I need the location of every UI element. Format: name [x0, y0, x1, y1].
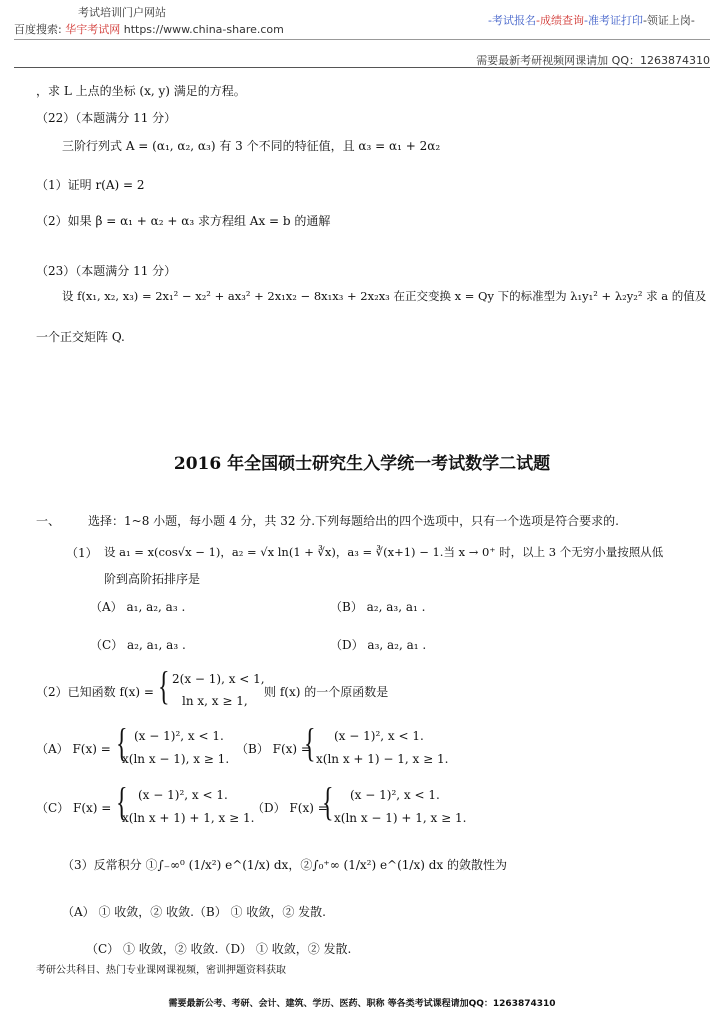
q1-option-b: （B） a₂, a₃, a₁ . [330, 600, 426, 614]
top-nav [488, 12, 695, 28]
nav-link-register[interactable]: -考试报名 [488, 14, 536, 27]
header-rule [14, 67, 710, 68]
q23-heading: （23）（本题满分 11 分） [36, 264, 177, 278]
q2-tail: 则 f(x) 的一个原函数是 [264, 685, 389, 699]
q2-option-b-case2: x(ln x + 1) − 1, x ≥ 1. [316, 752, 449, 766]
q2-brace: { [158, 663, 170, 708]
q3-stem: （3）反常积分 ①∫₋∞⁰ (1/x²) e^(1/x) dx，②∫₀⁺∞ (1/x²) e^(1/x) dx 的敛散性为 [62, 858, 508, 872]
q2-option-b-brace: { [304, 720, 316, 765]
q2-option-a-case1: (x − 1)², x < 1. [134, 729, 224, 743]
q2-option-d-case1: (x − 1)², x < 1. [350, 788, 440, 802]
q22-part2: （2）如果 β = α₁ + α₂ + α₃ 求方程组 Ax = b 的通解 [36, 214, 331, 228]
header-contact: 需要最新考研视频网课请加 QQ：1263874310 [476, 54, 710, 67]
footer-line1: 考研公共科目、热门专业课网课视频，密训押题资料获取 [36, 965, 286, 976]
section-number: 一、 [36, 514, 61, 528]
q2-option-b-case1: (x − 1)², x < 1. [334, 729, 424, 743]
q2-option-a-label: （A） F(x) = [36, 742, 111, 756]
q2-option-a-case2: x(ln x − 1), x ≥ 1. [122, 752, 230, 766]
q1-option-d: （D） a₃, a₂, a₁ . [330, 638, 427, 652]
q2-option-d-brace: { [322, 779, 334, 824]
header-divider [14, 39, 710, 40]
q2-case1: 2(x − 1), x < 1, [172, 672, 265, 686]
q2-option-c-label: （C） F(x) = [36, 801, 112, 815]
q2-option-a-brace: { [116, 720, 128, 765]
q1-stem-cont: 阶到高阶拓排序是 [104, 572, 201, 586]
portal-label: 考试培训门户网站 [78, 6, 166, 19]
search-prefix: 百度搜索: [14, 23, 62, 36]
q2-lead: （2）已知函数 f(x) = [36, 685, 154, 699]
q1-stem: 设 a₁ = x(cos√x − 1)，a₂ = √x ln(1 + ∛x)，a₃ = ∛(x+1) − 1.当 x → 0⁺ 时，以上 3 个无穷小量按照从低 [104, 545, 664, 559]
q22-heading: （22）（本题满分 11 分） [36, 111, 177, 125]
q3-options-cd: （C） ① 收敛，② 收敛.（D） ① 收敛，② 发散. [86, 942, 352, 956]
q2-option-d-label: （D） F(x) = [252, 801, 328, 815]
exam-title: 2016 年全国硕士研究生入学统一考试数学二试题 [173, 454, 551, 474]
brand-link[interactable]: 华宇考试网 [65, 23, 121, 36]
q2-option-c-brace: { [116, 779, 128, 824]
q2-option-d-case2: x(ln x − 1) + 1, x ≥ 1. [334, 811, 467, 825]
q23-stem: 设 f(x₁, x₂, x₃) = 2x₁² − x₂² + ax₃² + 2x₁x₂ − 8x₁x₃ + 2x₂x₃ 在正交变换 x = Qy 下的标准型为 λ₁y₁² + λ₂y₂² 求 a 的值及 [62, 289, 707, 303]
nav-link-results[interactable]: -成绩查询 [535, 14, 584, 27]
nav-link-certificate[interactable]: -领证上岗- [642, 14, 695, 27]
nav-link-admission[interactable]: -准考证打印 [583, 14, 643, 27]
section-intro: 选择：1~8 小题，每小题 4 分，共 32 分.下列每题给出的四个选项中，只有一个选项是符合要求的. [88, 514, 619, 528]
continuation-text: ，求 L 上点的坐标 (x, y) 满足的方程。 [36, 84, 246, 98]
footer-line2: 需要最新公考、考研、会计、建筑、学历、医药、职称 等各类考试课程请加QQ：1263874310 [168, 999, 556, 1009]
search-line [14, 21, 284, 37]
q3-options-ab: （A） ① 收敛，② 收敛.（B） ① 收敛，② 发散. [62, 905, 327, 919]
q2-option-c-case1: (x − 1)², x < 1. [138, 788, 228, 802]
q1-option-c: （C） a₂, a₁, a₃ . [90, 638, 186, 652]
q2-option-b-label: （B） F(x) = [236, 742, 311, 756]
q22-part1: （1）证明 r(A) = 2 [36, 178, 145, 192]
q22-stem: 三阶行列式 A = (α₁, α₂, α₃) 有 3 个不同的特征值，且 α₃ = α₁ + 2α₂ [62, 139, 441, 153]
q1-number: （1） [66, 546, 98, 560]
q2-option-c-case2: x(ln x + 1) + 1, x ≥ 1. [122, 811, 255, 825]
q2-case2: ln x, x ≥ 1, [182, 694, 248, 708]
site-url[interactable]: https://www.china-share.com [123, 23, 284, 36]
q23-end: 一个正交矩阵 Q. [36, 330, 125, 344]
q1-option-a: （A） a₁, a₂, a₃ . [90, 600, 186, 614]
